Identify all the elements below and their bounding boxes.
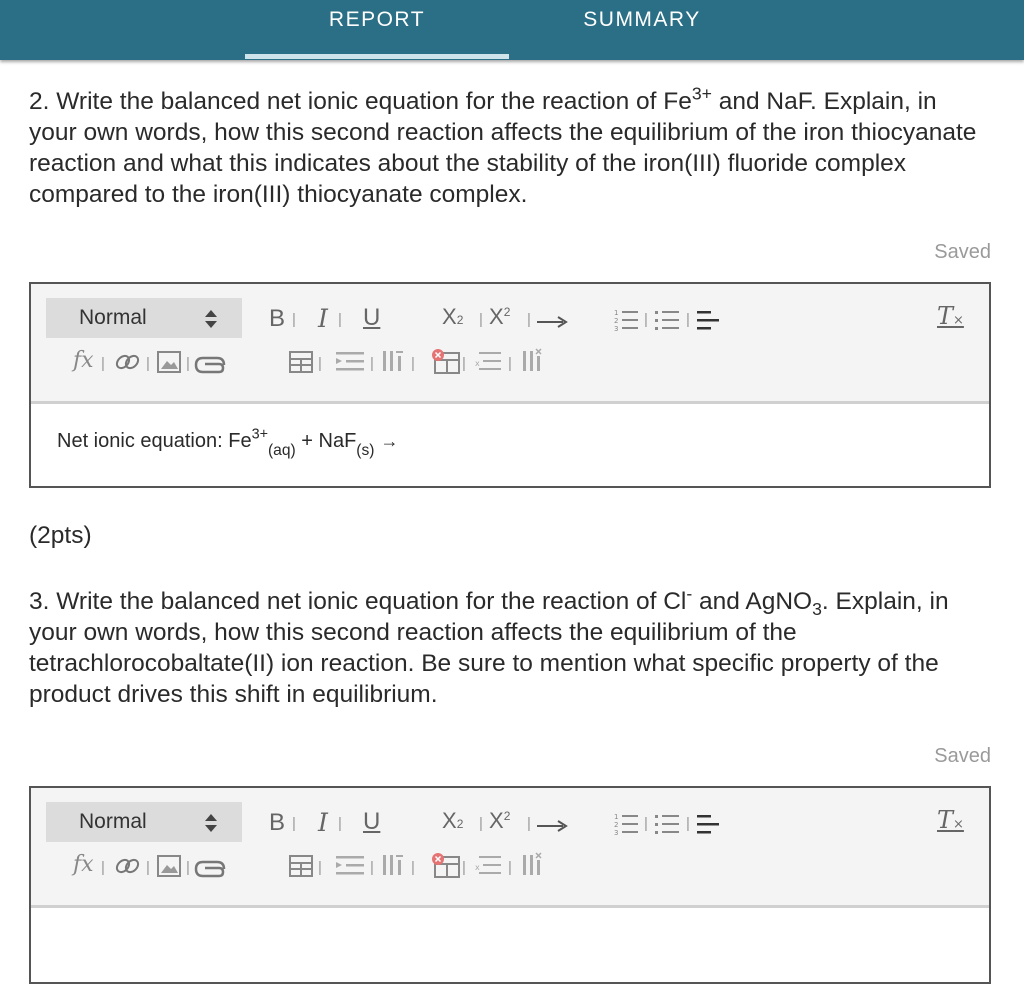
separator: | bbox=[644, 311, 648, 328]
separator: | bbox=[686, 311, 690, 328]
question-text-part: Write the balanced net ionic equation for the reaction of Cl bbox=[56, 588, 687, 615]
svg-text:x: x bbox=[475, 863, 480, 872]
format-select-value: Normal bbox=[79, 306, 147, 329]
italic-icon[interactable]: I bbox=[318, 808, 328, 837]
align-icon[interactable] bbox=[697, 308, 723, 332]
answer-subscript: (s) bbox=[356, 441, 375, 459]
svg-text:x: x bbox=[475, 359, 480, 368]
superscript-icon[interactable] bbox=[489, 304, 510, 330]
image-icon[interactable] bbox=[157, 855, 181, 877]
unordered-list-icon[interactable] bbox=[655, 308, 681, 332]
list-dash-icon[interactable] bbox=[475, 350, 503, 374]
select-updown-icon bbox=[205, 814, 217, 832]
separator: | bbox=[370, 355, 374, 372]
attachment-icon[interactable] bbox=[194, 356, 230, 374]
top-nav-bar bbox=[0, 0, 1024, 60]
superscript-base: X bbox=[489, 808, 504, 833]
question-number: 3. bbox=[29, 588, 50, 615]
formula-icon[interactable]: fx bbox=[73, 348, 94, 373]
separator: | bbox=[527, 815, 531, 832]
attachment-icon[interactable] bbox=[194, 860, 230, 878]
clear-format-icon[interactable]: T× bbox=[937, 302, 964, 330]
subscript-icon[interactable] bbox=[442, 808, 463, 834]
svg-text:3: 3 bbox=[614, 325, 619, 332]
indent-icon[interactable] bbox=[336, 350, 366, 374]
answer-text-prefix: Net ionic equation: Fe bbox=[57, 430, 252, 452]
superscript-base: X bbox=[489, 304, 504, 329]
question-text-part: Write the balanced net ionic equation for the reaction of Fe bbox=[56, 88, 692, 115]
italic-icon[interactable]: I bbox=[318, 304, 328, 333]
indent-icon[interactable] bbox=[336, 854, 366, 878]
table-icon[interactable] bbox=[289, 351, 313, 373]
separator: | bbox=[101, 355, 105, 372]
separator: | bbox=[101, 859, 105, 876]
subscript-num: 2 bbox=[456, 313, 464, 327]
formula-icon[interactable]: fx bbox=[73, 852, 94, 877]
superscript-charge: - bbox=[686, 583, 693, 604]
image-icon[interactable] bbox=[157, 351, 181, 373]
separator: | bbox=[146, 859, 150, 876]
question-3-text bbox=[29, 583, 989, 710]
delete-table-icon[interactable] bbox=[431, 852, 461, 878]
bold-icon[interactable]: B bbox=[269, 809, 286, 836]
question-text-part: and NaF. Explain, in your own words, how this second reaction affects the equilibrium of the iron thiocyanate reaction and what this indicates about the stability of the iron(III) fluoride complex compared to the iron(III) thiocyanate complex. bbox=[29, 88, 977, 208]
svg-text:1: 1 bbox=[614, 813, 619, 821]
link-icon[interactable] bbox=[115, 350, 141, 374]
rich-text-editor-q3 bbox=[29, 786, 991, 984]
separator: | bbox=[292, 311, 296, 328]
underline-icon[interactable]: U bbox=[363, 808, 381, 835]
delete-column-icon[interactable] bbox=[521, 852, 547, 878]
separator: | bbox=[318, 859, 322, 876]
link-icon[interactable] bbox=[115, 854, 141, 878]
list-dash-icon[interactable] bbox=[475, 854, 503, 878]
answer-text-mid: + NaF bbox=[295, 430, 357, 452]
answer-subscript: (aq) bbox=[267, 441, 296, 459]
separator: | bbox=[644, 815, 648, 832]
svg-text:3: 3 bbox=[614, 829, 619, 836]
delete-table-icon[interactable] bbox=[431, 348, 461, 374]
delete-column-icon[interactable] bbox=[521, 348, 547, 374]
subscript-icon[interactable] bbox=[442, 304, 463, 330]
superscript-charge: 3+ bbox=[691, 83, 712, 104]
tab-report[interactable]: REPORT bbox=[328, 8, 426, 31]
underline-icon[interactable]: U bbox=[363, 304, 381, 331]
subscript-base: X bbox=[442, 304, 457, 329]
separator: | bbox=[462, 859, 466, 876]
superscript-icon[interactable] bbox=[489, 808, 510, 834]
format-select-value: Normal bbox=[79, 810, 147, 833]
editor-content-area[interactable] bbox=[31, 404, 989, 459]
separator: | bbox=[479, 311, 483, 328]
table-icon[interactable] bbox=[289, 855, 313, 877]
bold-icon[interactable]: B bbox=[269, 305, 286, 332]
question-text-part: and AgNO bbox=[692, 588, 813, 615]
question-text-part: . Explain, in your own words, how this second reaction affects the equilibrium of the tetrachlorocobaltate(II) ion reaction. Be sure to mention what specific property of the product drives this shift in equilibrium. bbox=[29, 588, 949, 708]
svg-text:1: 1 bbox=[614, 309, 619, 317]
tab-summary[interactable]: SUMMARY bbox=[583, 8, 701, 31]
question-2-text bbox=[29, 83, 989, 210]
arrow-icon[interactable] bbox=[537, 820, 569, 832]
saved-status: Saved bbox=[934, 745, 991, 767]
separator: | bbox=[411, 355, 415, 372]
separator: | bbox=[338, 311, 342, 328]
select-updown-icon bbox=[205, 310, 217, 328]
clear-format-label: T bbox=[937, 302, 954, 330]
separator: | bbox=[338, 815, 342, 832]
superscript-num: 2 bbox=[503, 305, 511, 319]
ordered-list-icon[interactable] bbox=[614, 308, 640, 332]
editor-toolbar bbox=[31, 284, 989, 404]
separator: | bbox=[292, 815, 296, 832]
editor-toolbar bbox=[31, 788, 989, 908]
columns-icon[interactable] bbox=[381, 348, 407, 374]
unordered-list-icon[interactable] bbox=[655, 812, 681, 836]
points-label: (2pts) bbox=[29, 522, 92, 549]
arrow-icon[interactable] bbox=[537, 316, 569, 328]
separator: | bbox=[146, 355, 150, 372]
separator: | bbox=[462, 355, 466, 372]
separator: | bbox=[508, 355, 512, 372]
svg-text:2: 2 bbox=[614, 317, 619, 325]
separator: | bbox=[186, 355, 190, 372]
subscript-base: X bbox=[442, 808, 457, 833]
separator: | bbox=[527, 311, 531, 328]
ordered-list-icon[interactable] bbox=[614, 812, 640, 836]
separator: | bbox=[479, 815, 483, 832]
format-select[interactable] bbox=[46, 802, 242, 842]
answer-arrow: → bbox=[380, 431, 399, 451]
separator: | bbox=[186, 859, 190, 876]
answer-superscript: 3+ bbox=[251, 426, 268, 443]
clear-format-icon[interactable]: T× bbox=[937, 806, 964, 834]
saved-status: Saved bbox=[934, 241, 991, 263]
active-tab-indicator bbox=[245, 54, 509, 59]
clear-format-label: T bbox=[937, 806, 954, 834]
separator: | bbox=[686, 815, 690, 832]
separator: | bbox=[318, 355, 322, 372]
rich-text-editor-q2 bbox=[29, 282, 991, 488]
svg-text:2: 2 bbox=[614, 821, 619, 829]
format-select[interactable] bbox=[46, 298, 242, 338]
subscript-number: 3 bbox=[812, 599, 822, 620]
align-icon[interactable] bbox=[697, 812, 723, 836]
columns-icon[interactable] bbox=[381, 852, 407, 878]
question-number: 2. bbox=[29, 88, 50, 115]
answer-text bbox=[57, 426, 399, 459]
editor-content-area[interactable] bbox=[31, 908, 989, 934]
separator: | bbox=[370, 859, 374, 876]
separator: | bbox=[411, 859, 415, 876]
superscript-num: 2 bbox=[503, 809, 511, 823]
subscript-num: 2 bbox=[456, 817, 464, 831]
separator: | bbox=[508, 859, 512, 876]
